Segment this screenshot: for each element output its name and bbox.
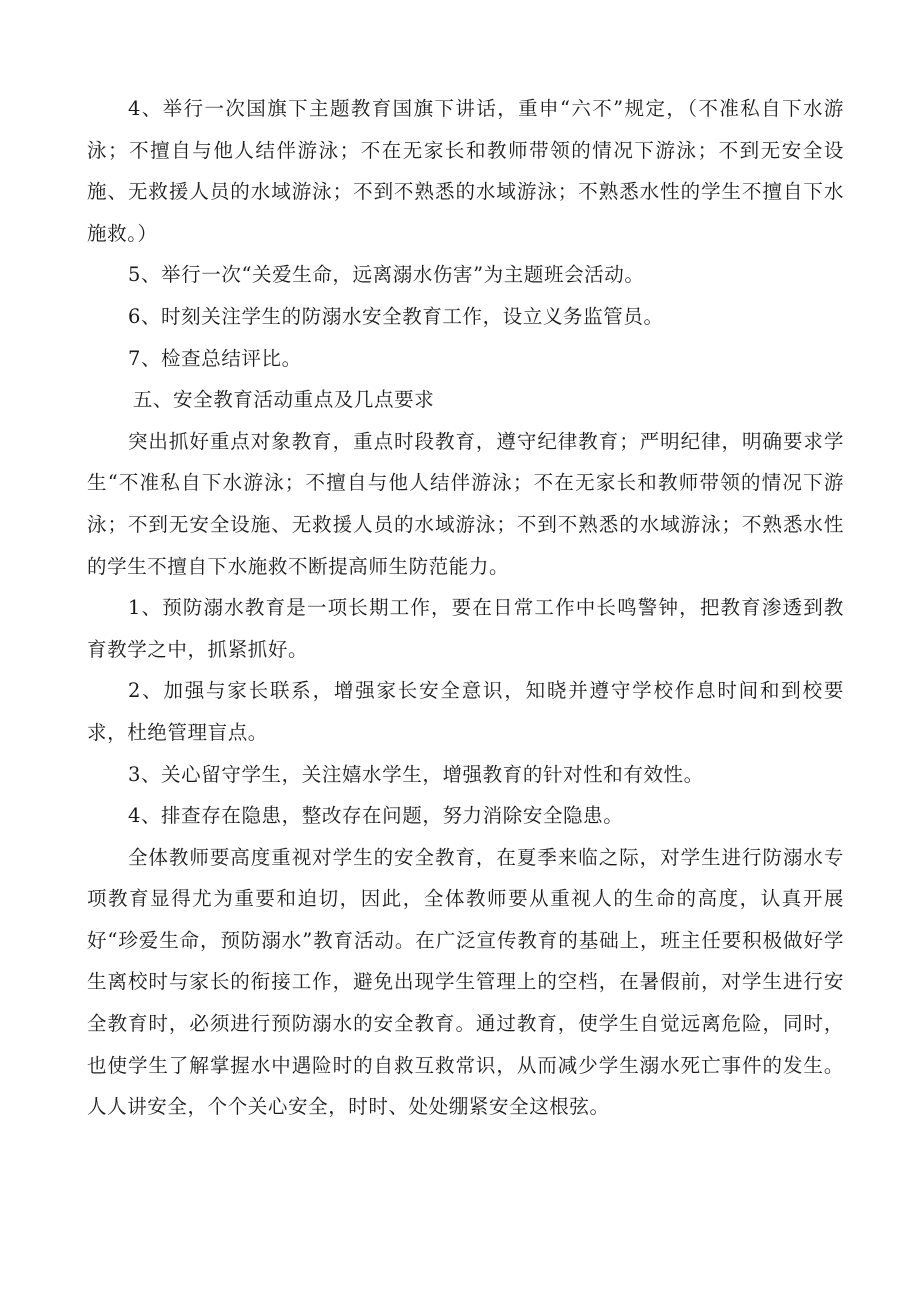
requirement-1: 1、预防溺水教育是一项长期工作，要在日常工作中长鸣警钟，把教育渗透到教育教学之中，抓紧抓好。 bbox=[87, 596, 844, 661]
focus-paragraph: 突出抓好重点对象教育，重点时段教育，遵守纪律教育；严明纪律，明确要求学生“不准私自下水游泳；不擅自与他人结伴游泳；不在无家长和教师带领的情况下游泳；不到无安全设施、无救援人员的水域游泳；不到不熟悉的水域游泳；不熟悉水性的学生不擅自下水施救不断提高师生防范能力。 bbox=[87, 429, 844, 578]
requirement-3: 3、关心留守学生，关注嬉水学生，增强教育的针对性和有效性。 bbox=[127, 762, 704, 786]
item-4-flag-speech: 4、举行一次国旗下主题教育国旗下讲话，重申“六不”规定，（不准私自下水游泳；不擅自与他人结伴游泳；不在无家长和教师带领的情况下游泳；不到无安全设施、无救援人员的水域游泳；不到不熟悉的水域游泳；不熟悉水性的学生不擅自下水施救。） bbox=[87, 97, 844, 245]
item-5-class-meeting: 5、举行一次“关爱生命，远离溺水伤害”为主题班会活动。 bbox=[127, 263, 645, 287]
document-body bbox=[87, 88, 844, 1128]
item-7-review: 7、检查总结评比。 bbox=[127, 346, 302, 370]
closing-paragraph: 全体教师要高度重视对学生的安全教育，在夏季来临之际，对学生进行防溺水专项教育显得尤为重要和迫切，因此，全体教师要从重视人的生命的高度，认真开展好“珍爱生命，预防溺水”教育活动。在广泛宣传教育的基础上，班主任要积极做好学生离校时与家长的衔接工作，避免出现学生管理上的空档，在暑假前，对学生进行安全教育时，必须进行预防溺水的安全教育。通过教育，使学生自觉远离危险，同时，也使学生了解掌握水中遇险时的自救互救常识，从而减少学生溺水死亡事件的发生。人人讲安全，个个关心安全，时时、处处绷紧安全这根弦。 bbox=[87, 845, 844, 1119]
section-heading-5: 五、安全教育活动重点及几点要求 bbox=[132, 388, 435, 412]
requirement-4: 4、排查存在隐患，整改存在问题，努力消除安全隐患。 bbox=[127, 804, 624, 828]
item-6-supervisor: 6、时刻关注学生的防溺水安全教育工作，设立义务监管员。 bbox=[127, 304, 664, 328]
requirement-2: 2、加强与家长联系，增强家长安全意识，知晓并遵守学校作息时间和到校要求，杜绝管理盲点。 bbox=[87, 679, 844, 744]
